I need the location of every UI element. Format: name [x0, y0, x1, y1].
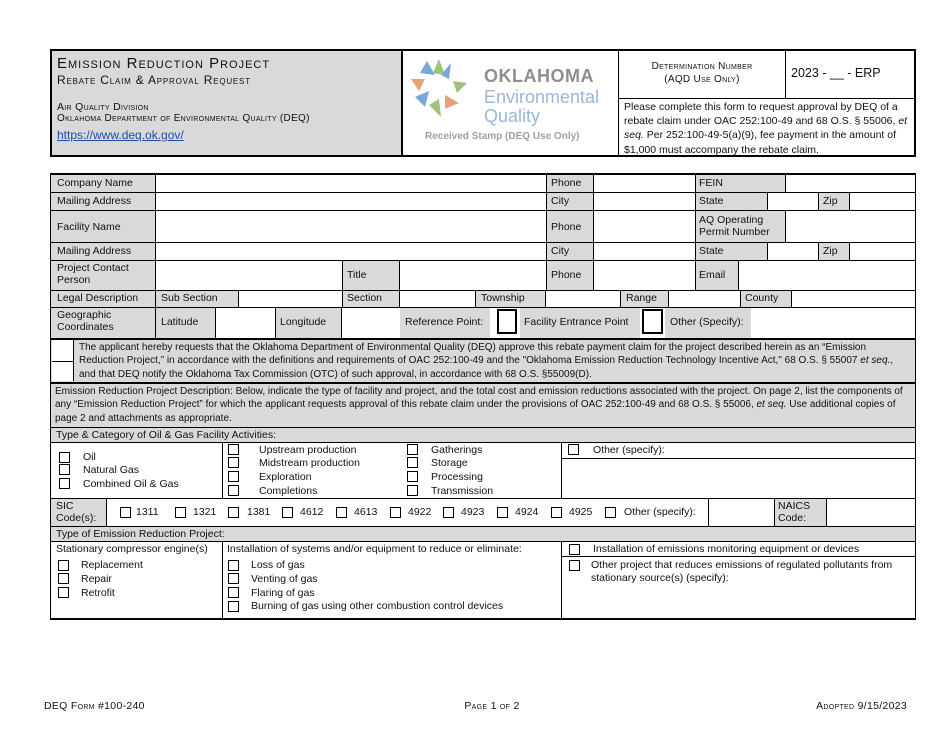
oil-label: Oil — [83, 451, 96, 463]
title-label: Title — [347, 269, 367, 281]
sic-4924-checkbox[interactable] — [497, 507, 508, 518]
other-project-checkbox[interactable] — [569, 560, 580, 571]
sic-1321-label: 1321 — [193, 506, 217, 518]
instructions-text — [624, 100, 912, 157]
other-specify-label: Other (Specify): — [670, 316, 744, 328]
venting-of-gas-label: Venting of gas — [251, 573, 318, 585]
facility-name-label: Facility Name — [57, 221, 121, 233]
sic-1381-label: 1381 — [247, 506, 271, 518]
retrofit-checkbox[interactable] — [58, 587, 69, 598]
burning-of-gas-label: Burning of gas using other combustion control devices — [251, 600, 504, 612]
company-name-input[interactable] — [157, 175, 545, 191]
combined-oil-gas-label: Combined Oil & Gas — [83, 478, 179, 490]
aq-permit-label: AQ Operating Permit Number — [699, 214, 770, 238]
upstream-checkbox[interactable] — [228, 444, 239, 455]
fein-label: FEIN — [699, 177, 723, 189]
repair-checkbox[interactable] — [58, 573, 69, 584]
sic-1321-checkbox[interactable] — [175, 507, 186, 518]
company-name-label: Company Name — [57, 177, 133, 189]
completions-checkbox[interactable] — [228, 485, 239, 496]
received-stamp-label: Received Stamp (DEQ Use Only) — [425, 131, 580, 142]
sic-4922-label: 4922 — [408, 506, 432, 518]
deq-website-link[interactable]: https://www.deq.ok.gov/ — [57, 128, 184, 142]
sic-label: SIC Code(s): — [56, 500, 97, 524]
exploration-checkbox[interactable] — [228, 471, 239, 482]
mailing-address-label: Mailing Address — [57, 195, 132, 207]
determination-number: 2023 - __ - ERP — [791, 66, 881, 80]
flaring-of-gas-label: Flaring of gas — [251, 587, 315, 599]
repair-label: Repair — [81, 573, 112, 585]
zip-label: Zip — [823, 195, 838, 207]
city-label: City — [551, 195, 570, 207]
form-subtitle: Rebate Claim & Approval Request — [57, 73, 251, 87]
midstream-label: Midstream production — [259, 457, 360, 469]
request-text-b: , and that DEQ notify the Oklahoma Tax Commission (OTC) of such approval, in accordance with 68 O.S. §55009(D). — [79, 355, 894, 380]
midstream-checkbox[interactable] — [228, 457, 239, 468]
logo-text-quality: Quality — [484, 106, 541, 126]
longitude-label: Longitude — [280, 316, 327, 328]
phone-label: Phone — [551, 177, 582, 189]
instructions-etseq: et seq. — [624, 115, 908, 142]
zip-2-label: Zip — [823, 245, 838, 257]
sic-4924-label: 4924 — [515, 506, 539, 518]
section-label: Section — [347, 292, 383, 304]
phone-2-label: Phone — [551, 221, 582, 233]
request-etseq: et seq. — [860, 355, 891, 367]
sic-1381-checkbox[interactable] — [228, 507, 239, 518]
sub-section-label: Sub Section — [161, 292, 218, 304]
installation-heading: Installation of systems and/or equipment to reduce or eliminate: — [227, 543, 522, 555]
mailing-address-2-label: Mailing Address — [57, 245, 132, 257]
storage-checkbox[interactable] — [407, 457, 418, 468]
mailing-address-2-input[interactable] — [157, 243, 545, 259]
city-2-label: City — [551, 245, 570, 257]
instructions-text-b: Per 252:100-49-5(a)(9), fee payment in the amount of $1,000 must accompany the rebate claim. — [624, 129, 897, 156]
sic-4612-checkbox[interactable] — [282, 507, 293, 518]
sic-1311-label: 1311 — [136, 506, 159, 518]
exploration-label: Exploration — [259, 471, 312, 483]
determination-label-sub: (AQD Use Only) — [664, 74, 740, 85]
oil-checkbox[interactable] — [59, 452, 70, 463]
processing-checkbox[interactable] — [407, 471, 418, 482]
loss-of-gas-label: Loss of gas — [251, 559, 305, 571]
footer-adopted-date: Adopted 9/15/2023 — [816, 700, 907, 712]
facility-other-label: Other (specify): — [593, 444, 665, 456]
replacement-label: Replacement — [81, 559, 143, 571]
request-text-a: The applicant hereby requests that the Oklahoma Department of Environmental Quality (DEQ) approve this rebate payment claim for the project described herein as an “Emission Reduction Project,” in accordance with the definitions and requirements of OAC 252:100-49 and the "Oklahoma Emission Reduction Technology Incentive Act," 68 O.S. § 55007 — [79, 342, 867, 367]
footer-page-number: Page 1 of 2 — [464, 700, 520, 712]
determination-label: Determination Number — [651, 61, 753, 72]
phone-3-label: Phone — [551, 269, 582, 281]
department-name: Oklahoma Department of Environmental Quality (DEQ) — [57, 113, 310, 124]
sic-4925-checkbox[interactable] — [551, 507, 562, 518]
reference-point-checkbox[interactable] — [497, 309, 517, 334]
logo-text-environmental: Environmental — [484, 87, 600, 107]
retrofit-label: Retrofit — [81, 587, 115, 599]
sic-4923-label: 4923 — [461, 506, 485, 518]
latitude-label: Latitude — [161, 316, 199, 328]
facility-entrance-checkbox[interactable] — [642, 309, 663, 334]
instructions-text-a: Please complete this form to request approval by DEQ of a rebate claim under OAC 252:100-49 and 68 O.S. § 55006, — [624, 101, 899, 128]
gatherings-checkbox[interactable] — [407, 444, 418, 455]
sic-4925-label: 4925 — [569, 506, 593, 518]
storage-label: Storage — [431, 457, 468, 469]
facility-other-checkbox[interactable] — [568, 444, 579, 455]
monitoring-equipment-label: Installation of emissions monitoring equipment or devices — [593, 543, 860, 555]
transmission-checkbox[interactable] — [407, 485, 418, 496]
request-statement — [79, 341, 909, 381]
sic-4612-label: 4612 — [300, 506, 324, 518]
state-2-label: State — [699, 245, 724, 257]
legal-description-label: Legal Description — [57, 292, 139, 304]
deq-logo-icon — [405, 55, 480, 125]
sic-4922-checkbox[interactable] — [390, 507, 401, 518]
reference-point-label: Reference Point: — [405, 316, 484, 328]
upstream-label: Upstream production — [259, 444, 357, 456]
description-etseq: et seq. — [756, 399, 787, 411]
compressor-heading: Stationary compressor engine(s) — [56, 543, 208, 555]
sic-4613-label: 4613 — [354, 506, 378, 518]
transmission-label: Transmission — [431, 485, 494, 497]
sic-1311-checkbox[interactable] — [120, 507, 131, 518]
natural-gas-label: Natural Gas — [83, 464, 140, 476]
mailing-address-input[interactable] — [157, 193, 545, 209]
facility-type-heading: Type & Category of Oil & Gas Facility Activities: — [56, 429, 276, 441]
logo-text-oklahoma: OKLAHOMA — [484, 66, 594, 86]
state-label: State — [699, 195, 724, 207]
loss-of-gas-checkbox[interactable] — [228, 560, 239, 571]
processing-label: Processing — [431, 471, 483, 483]
project-description-text — [55, 385, 911, 425]
description-text-a: Emission Reduction Project Description: Below, indicate the type of facility and project, and the total cost and emission reductions associated with the project. On page 2, list the components of any “Emission Reduction Project” for which the applicant requests approval of this rebate claim under the provisions of OAC 252:100-49 and 68 O.S. § 55006, — [55, 386, 903, 411]
replacement-checkbox[interactable] — [58, 560, 69, 571]
email-label: Email — [699, 269, 726, 281]
gatherings-label: Gatherings — [431, 444, 483, 456]
sic-4613-checkbox[interactable] — [336, 507, 347, 518]
venting-of-gas-checkbox[interactable] — [228, 573, 239, 584]
form-title: Emission Reduction Project — [57, 55, 271, 72]
project-type-heading: Type of Emission Reduction Project: — [56, 528, 225, 540]
natural-gas-checkbox[interactable] — [59, 464, 70, 475]
footer-form-number: DEQ Form #100-240 — [44, 700, 145, 712]
division-name: Air Quality Division — [57, 101, 149, 113]
county-label: County — [745, 292, 779, 304]
geo-coordinates-label: Geographic Coordinates — [57, 309, 114, 333]
other-project-label: Other project that reduces emissions of regulated pollutants from stationary source(s) (specify): — [591, 559, 893, 584]
project-contact-label: Project Contact Person — [57, 262, 129, 286]
sic-4923-checkbox[interactable] — [443, 507, 454, 518]
flaring-of-gas-checkbox[interactable] — [228, 587, 239, 598]
facility-name-input[interactable] — [157, 211, 545, 241]
description-text-b: Use additional copies of page 2 and attachments as appropriate. — [55, 399, 896, 424]
township-label: Township — [481, 292, 525, 304]
naics-label: NAICS Code: — [778, 500, 811, 524]
burning-of-gas-checkbox[interactable] — [228, 601, 239, 612]
sic-other-label: Other (specify): — [624, 506, 696, 518]
range-label: Range — [626, 292, 657, 304]
sic-other-checkbox[interactable] — [605, 507, 616, 518]
project-contact-input[interactable] — [157, 261, 341, 289]
monitoring-equipment-checkbox[interactable] — [569, 544, 580, 555]
facility-entrance-label: Facility Entrance Point — [524, 316, 629, 328]
combined-oil-gas-checkbox[interactable] — [59, 478, 70, 489]
completions-label: Completions — [259, 485, 318, 497]
